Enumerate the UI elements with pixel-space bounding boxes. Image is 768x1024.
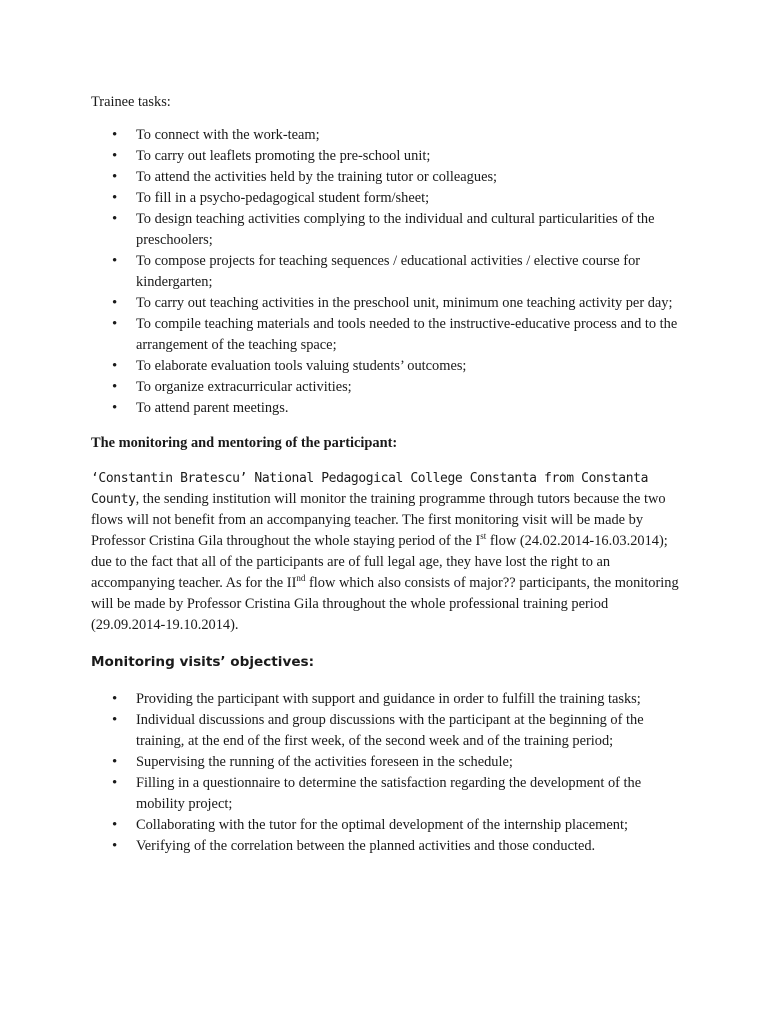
objective-item: • Supervising the running of the activities foreseen in the schedule; [91, 752, 681, 773]
trainee-task-item: • To fill in a psycho-pedagogical student form/sheet; [91, 188, 681, 209]
monitoring-text-2: flow (24.02.2014-16.03.2014); due to the fact that all of the participants are of full legal age, they have lost the right to an accompanying teacher. As for the II [91, 533, 668, 591]
objective-item: • Individual discussions and group discussions with the participant at the beginning of the training, at the end of the first week, of the second week and of the training period; [91, 710, 681, 752]
objectives-heading-text: Monitoring visits’ objectives: [91, 654, 315, 670]
objective-item: • Collaborating with the tutor for the optimal development of the internship placement; [91, 815, 681, 836]
superscript-st: st [480, 531, 487, 541]
trainee-task-item: • To design teaching activities complying to the individual and cultural particularities of the preschoolers; [91, 209, 681, 251]
trainee-task-item: • To organize extracurricular activities; [91, 377, 681, 398]
trainee-task-item: • To carry out leaflets promoting the pre-school unit; [91, 146, 681, 167]
objective-item: • Filling in a questionnaire to determine the satisfaction regarding the development of the mobility project; [91, 773, 681, 815]
trainee-tasks-list [91, 125, 681, 419]
objectives-list [91, 689, 681, 857]
college-name: ‘Constantin Bratescu’ National Pedagogical College Constanta from Constanta County [91, 471, 648, 507]
trainee-task-item: • To elaborate evaluation tools valuing students’ outcomes; [91, 356, 681, 377]
monitoring-text-3: flow which also consists of major?? participants, the monitoring will be made by Professor Cristina Gila throughout the whole professional training period (29.09.2014-19.10.2014). [91, 575, 679, 633]
trainee-task-item: • To compose projects for teaching sequences / educational activities / elective course for kindergarten; [91, 251, 681, 293]
monitoring-paragraph [91, 468, 681, 636]
trainee-task-item: • To attend the activities held by the training tutor or colleagues; [91, 167, 681, 188]
trainee-task-item: • To compile teaching materials and tools needed to the instructive-educative process and to the arrangement of the teaching space; [91, 314, 681, 356]
trainee-task-item: • To attend parent meetings. [91, 398, 681, 419]
monitoring-heading: The monitoring and mentoring of the participant: [91, 435, 398, 451]
superscript-nd: nd [296, 573, 306, 583]
monitoring-text-1: , the sending institution will monitor the training programme through tutors because the two flows will not benefit from an accompanying teacher. The first monitoring visit will be made by Professor Cristina Gila throughout the whole staying period of the I [91, 491, 666, 549]
objectives-heading [91, 652, 681, 673]
document-page [91, 92, 681, 857]
objective-item: • Providing the participant with support and guidance in order to fulfill the training tasks; [91, 689, 681, 710]
objective-item: • Verifying of the correlation between the planned activities and those conducted. [91, 836, 681, 857]
trainee-task-item: • To connect with the work-team; [91, 125, 681, 146]
trainee-task-item: • To carry out teaching activities in the preschool unit, minimum one teaching activity per day; [91, 293, 681, 314]
trainee-tasks-title: Trainee tasks: [91, 94, 171, 110]
